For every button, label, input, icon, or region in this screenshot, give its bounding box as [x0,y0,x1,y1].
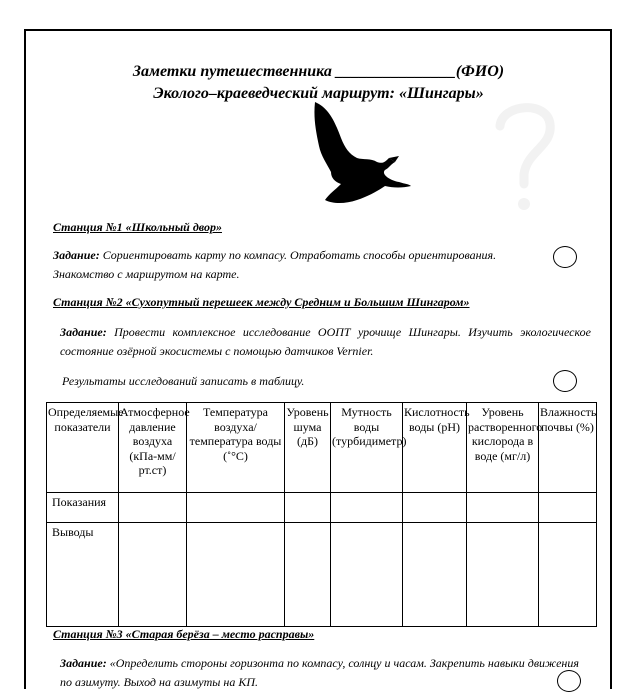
task-text: Сориентировать карту по компасу. Отработать способы ориентирования. Знакомство с маршрутом на карте. [53,248,497,281]
checkbox-circle-icon[interactable] [553,370,577,392]
table-cell[interactable] [331,493,403,523]
page-title: Заметки путешественника _______________(ФИО) [132,63,505,80]
table-cell[interactable] [539,493,597,523]
table-header-cell: Определяемые показатели [47,403,119,493]
table-header-row [47,403,597,493]
table-cell[interactable] [187,523,285,627]
station-1-task [53,246,535,284]
table-cell[interactable] [467,493,539,523]
table-cell[interactable] [119,493,187,523]
bird-silhouette-icon [305,100,415,210]
table-row [47,523,597,627]
row-label-conclusions: Выводы [47,523,119,627]
station-2-results-note: Результаты исследований записать в таблицу. [62,374,305,388]
station-2-task [60,323,591,361]
table-cell[interactable] [119,523,187,627]
task-label: Задание: [60,656,107,670]
table-header-cell: Влажность почвы (%) [539,403,597,493]
station-3-task [60,654,591,692]
table-row [47,493,597,523]
task-text: «Определить стороны горизонта по компасу, солнцу и часам. Закрепить навыки движения по азимуту. Выход на азимуты на КП. [60,656,579,689]
table-cell[interactable] [403,493,467,523]
task-label: Задание: [60,325,107,339]
station-2-title: Станция №2 «Сухопутный перешеек между Средним и Большим Шингаром» [53,295,470,309]
table-cell[interactable] [539,523,597,627]
table-cell[interactable] [285,493,331,523]
checkbox-circle-icon[interactable] [553,246,577,268]
table-cell[interactable] [331,523,403,627]
task-text: Провести комплексное исследование ООПТ урочище Шингары. Изучить экологическое состояние озёрной экосистемы с помощью датчиков Vernier. [60,325,591,358]
table-cell[interactable] [467,523,539,627]
table-header-cell: Температура воздуха/температура воды (˚°C) [187,403,285,493]
station-1-title: Станция №1 «Школьный двор» [53,220,222,234]
table-cell[interactable] [285,523,331,627]
table-header-cell: Уровень растворенного кислорода в воде (мг/л) [467,403,539,493]
table-header-cell: Мутность воды (турбидиметр) [331,403,403,493]
table-cell[interactable] [403,523,467,627]
station-3-title: Станция №3 «Старая берёза – место расправы» [53,627,315,641]
row-label-readings: Показания [47,493,119,523]
table-cell[interactable] [187,493,285,523]
measurements-table [46,402,597,627]
route-subtitle: Эколого–краеведческий маршрут: «Шингары» [153,85,484,102]
table-header-cell: Кислотность воды (pH) [403,403,467,493]
checkbox-circle-icon[interactable] [557,670,581,692]
table-header-cell: Атмосферное давление воздуха (кПа-мм/рт.ст) [119,403,187,493]
table-header-cell: Уровень шума (дБ) [285,403,331,493]
task-label: Задание: [53,248,100,262]
question-mark-icon [492,96,562,216]
